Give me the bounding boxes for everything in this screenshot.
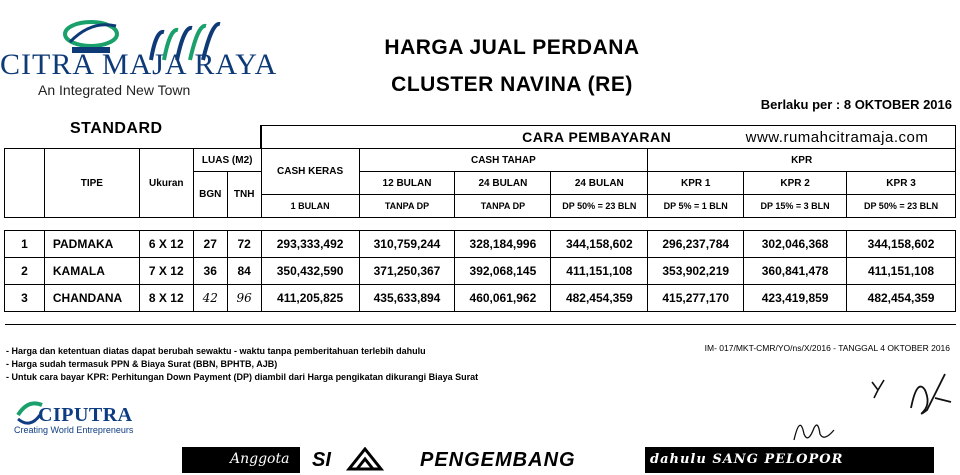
ciputra-name: CIPUTRA [38, 404, 133, 426]
triangle-logo-icon [345, 447, 385, 471]
row-tnh-handwritten: 96 [227, 285, 261, 312]
row-number: 2 [5, 258, 45, 285]
row-ukuran: 8 X 12 [139, 285, 193, 312]
col-24-bulan-sub: TANPA DP [455, 195, 551, 218]
row-kpr1: 415,277,170 [648, 285, 744, 312]
row-kpr1: 353,902,219 [648, 258, 744, 285]
col-24-bulan-dp-sub: DP 50% = 23 BLN [551, 195, 648, 218]
payment-title: CARA PEMBAYARAN [522, 128, 672, 145]
row-24-bulan-dp: 411,151,108 [551, 258, 648, 285]
col-bgn: BGN [193, 172, 227, 218]
row-bgn: 36 [193, 258, 227, 285]
row-tipe: CHANDANA [44, 285, 139, 312]
row-kpr3: 344,158,602 [847, 231, 956, 258]
col-kpr2: KPR 2 [744, 172, 847, 195]
website-url: www.rumahcitramaja.com [745, 128, 929, 146]
note-item: - Untuk cara bayar KPR: Perhitungan Down Payment (DP) diambil dari Harga pengikatan dikurangi Biaya Surat [6, 372, 479, 382]
row-kpr3: 411,151,108 [847, 258, 956, 285]
col-luas: LUAS (M2) [193, 149, 261, 172]
col-ukuran: Ukuran [139, 149, 193, 218]
row-bgn-handwritten: 42 [193, 285, 227, 312]
row-kpr1: 296,237,784 [648, 231, 744, 258]
payment-header [261, 126, 955, 149]
table-row [5, 258, 956, 285]
col-kpr1: KPR 1 [648, 172, 744, 195]
banner-si: SI [312, 449, 331, 471]
note-item: - Harga dan ketentuan diatas dapat berubah sewaktu - waktu tanpa pemberitahuan terlebih dahulu [6, 346, 426, 356]
signature-mark [790, 410, 840, 450]
banner-anggota: Anggota [230, 451, 290, 467]
col-cash-keras: CASH KERAS [261, 149, 359, 195]
row-cash-keras: 350,432,590 [261, 258, 359, 285]
brand-tagline: An Integrated New Town [38, 82, 191, 98]
ciputra-tagline: Creating World Entrepreneurs [14, 425, 134, 435]
signature-mark [905, 368, 955, 420]
section-label: STANDARD [70, 120, 163, 137]
banner-sang-pelopor: dahulu SANG PELOPOR [650, 452, 844, 467]
row-kpr2: 302,046,368 [744, 231, 847, 258]
col-cash-keras-sub: 1 BULAN [261, 195, 359, 218]
col-kpr2-sub: DP 15% = 3 BLN [744, 195, 847, 218]
col-kpr3: KPR 3 [847, 172, 956, 195]
document-title: HARGA JUAL PERDANA [384, 36, 640, 59]
reference-number: IM- 017/MKT-CMR/YO/ns/X/2016 - TANGGAL 4 OKTOBER 2016 [704, 343, 950, 353]
col-24-bulan-dp: 24 BULAN [551, 172, 648, 195]
row-12-bulan: 435,633,894 [359, 285, 455, 312]
row-cash-keras: 293,333,492 [261, 231, 359, 258]
col-12-bulan-sub: TANPA DP [359, 195, 455, 218]
col-kpr1-sub: DP 5% = 1 BLN [648, 195, 744, 218]
row-tnh: 84 [227, 258, 261, 285]
table-row [5, 285, 956, 312]
row-kpr2: 423,419,859 [744, 285, 847, 312]
row-kpr2: 360,841,478 [744, 258, 847, 285]
row-number: 1 [5, 231, 45, 258]
notes [6, 345, 478, 384]
col-tipe: TIPE [44, 149, 139, 218]
row-bgn: 27 [193, 231, 227, 258]
row-24-bulan-dp: 482,454,359 [551, 285, 648, 312]
col-24-bulan: 24 BULAN [455, 172, 551, 195]
note-item: - Harga sudah termasuk PPN & Biaya Surat (BBN, BPHTB, AJB) [6, 359, 278, 369]
row-ukuran: 6 X 12 [139, 231, 193, 258]
validity-date: Berlaku per : 8 OKTOBER 2016 [760, 97, 952, 112]
col-tnh: TNH [227, 172, 261, 218]
col-cash-tahap: CASH TAHAP [359, 149, 648, 172]
row-24-bulan: 392,068,145 [455, 258, 551, 285]
row-tipe: KAMALA [44, 258, 139, 285]
row-24-bulan-dp: 344,158,602 [551, 231, 648, 258]
row-12-bulan: 310,759,244 [359, 231, 455, 258]
cluster-title: CLUSTER NAVINA (RE) [391, 73, 633, 96]
row-tipe: PADMAKA [44, 231, 139, 258]
price-table [4, 125, 956, 325]
row-number: 3 [5, 285, 45, 312]
row-24-bulan: 328,184,996 [455, 231, 551, 258]
row-ukuran: 7 X 12 [139, 258, 193, 285]
row-24-bulan: 460,061,962 [455, 285, 551, 312]
table-row [5, 231, 956, 258]
row-cash-keras: 411,205,825 [261, 285, 359, 312]
row-tnh: 72 [227, 231, 261, 258]
col-kpr: KPR [648, 149, 956, 172]
col-kpr3-sub: DP 50% = 23 BLN [847, 195, 956, 218]
brand-name: CITRA MAJA RAYA [0, 48, 278, 81]
banner-pengembang: PENGEMBANG [420, 449, 576, 471]
col-12-bulan: 12 BULAN [359, 172, 455, 195]
row-kpr3: 482,454,359 [847, 285, 956, 312]
row-12-bulan: 371,250,367 [359, 258, 455, 285]
signature-mark [868, 374, 888, 404]
